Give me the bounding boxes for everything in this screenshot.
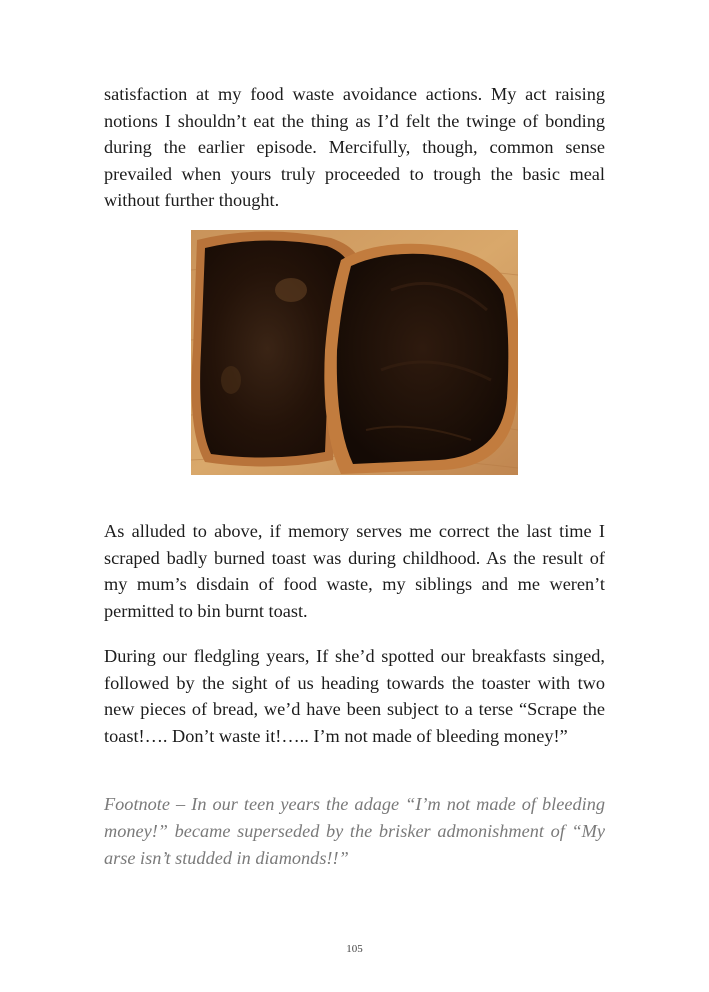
burnt-toast-illustration: [191, 230, 518, 475]
right-toast-burnt-surface: [337, 254, 509, 464]
page-number: 105: [346, 943, 363, 955]
paragraph-fledgling-years: During our fledgling years, If she’d spotted our breakfasts singed, followed by the sight of us heading towards the toaster with two new pieces of bread, we’d have been subject to a terse “Scrape the toast!…. Don’t waste it!….. I’m not made of bleeding money!”: [104, 646, 605, 746]
footnote: Footnote – In our teen years the adage “I’m not made of bleeding money!” became superseded by the brisker admonishment of “My arse isn’t studded in diamonds!!”: [104, 794, 605, 868]
burnt-toast-photo: [191, 230, 518, 475]
paragraph-food-waste: satisfaction at my food waste avoidance actions. My act raising notions I shouldn’t eat the thing as I’d felt the twinge of bonding during the earlier episode. Mercifully, though, common sense prevailed when yours truly proceeded to trough the basic meal without further thought.: [104, 84, 605, 210]
paragraph-childhood: As alluded to above, if memory serves me correct the last time I scraped badly burned toast was during childhood. As the result of my mum’s disdain of food waste, my siblings and me weren’t permitted to bin burnt toast.: [104, 521, 605, 621]
